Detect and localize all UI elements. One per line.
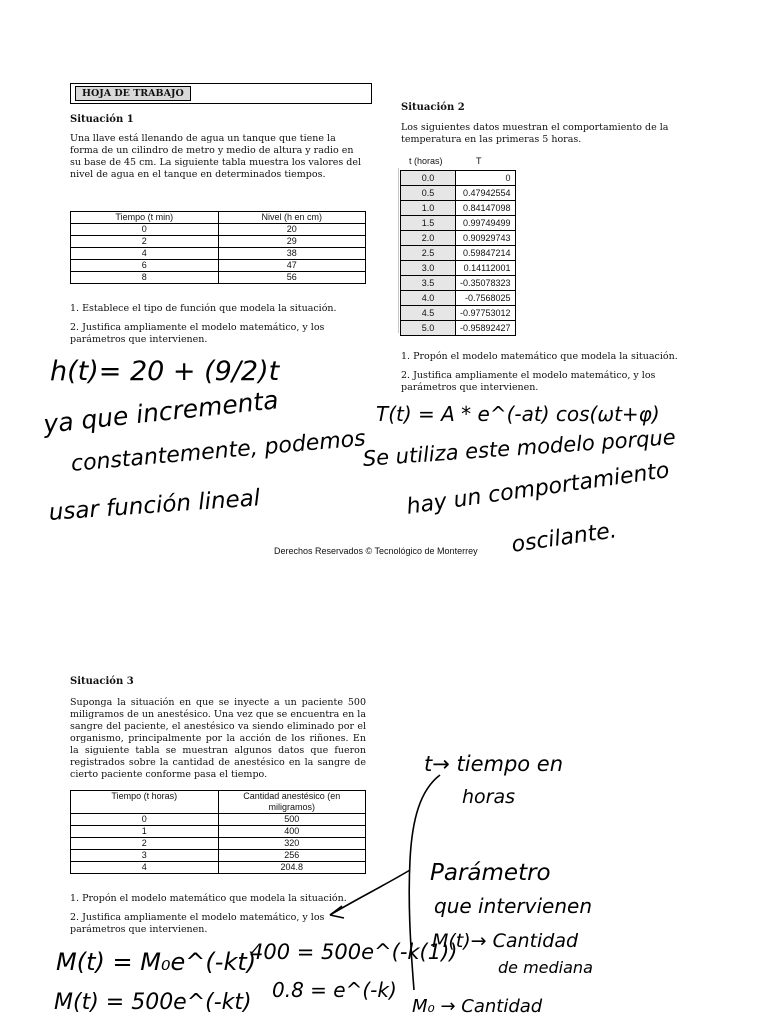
s1-handwritten-line-3: usar función lineal [48,485,261,526]
s1-handwritten-formula: h(t)= 20 + (9/2)t [50,356,280,387]
table-cell: 256 [218,850,366,862]
table-cell: 1 [71,826,219,838]
table-cell: 2.0 [401,231,456,246]
table-cell: 400 [218,826,366,838]
table-cell: 2.5 [401,246,456,261]
s1-text: Una llave está llenando de agua un tanque que tiene la forma de un cilindro de metro y medio de altura y radio en su base de 45 cm. La siguiente tabla muestra los valores del nivel de agua en el tanque en determinados tiempos. [70,133,362,180]
s3-title: Situación 3 [70,676,134,687]
table-cell: 6 [71,260,219,272]
table-cell: 3.5 [401,276,456,291]
table-cell: 0 [71,224,219,236]
worksheet-title: HOJA DE TRABAJO [75,86,191,101]
table-cell: 2 [71,236,219,248]
copyright-footer: Derechos Reservados © Tecnológico de Monterrey [274,546,478,556]
table-cell: 8 [71,272,219,284]
table-cell: 4.0 [401,291,456,306]
s2-text: Los siguientes datos muestran el comportamiento de la temperatura en las primeras 5 horas. [401,122,669,145]
table-cell: 500 [218,814,366,826]
s2-handwritten-line-1: Se utiliza este modelo porque [362,425,677,471]
table-cell: 4 [71,862,219,874]
s3-note-4: M₀ → Cantidad [412,996,543,1017]
s2-question-2: 2. Justifica ampliamente el modelo matemático, y los parámetros que intervienen. [401,370,656,393]
s3-note-3b: de mediana [498,958,593,977]
s1-question-2: 2. Justifica ampliamente el modelo matemático, y los parámetros que intervienen. [70,322,325,345]
s3-note-1b: horas [462,786,516,808]
table-cell: 204.8 [218,862,366,874]
s3-note-3a: M(t)→ Cantidad [432,930,579,952]
s2-handwritten-formula: T(t) = A * e^(-at) cos(ωt+φ) [376,402,660,426]
s1-handwritten-line-2: constantemente, podemos [70,426,367,477]
s2-title: Situación 2 [401,102,465,113]
table-cell: 20 [218,224,366,236]
s1-handwritten-line-1: ya que incrementa [42,385,280,439]
s3-handwritten-eq-4: 0.8 = e^(-k) [272,978,397,1002]
s3-handwritten-eq-2: M(t) = 500e^(-kt) [54,990,252,1015]
s3-note-2a: Parámetro [430,860,551,886]
s1-title: Situación 1 [70,114,134,125]
s3-question-1: 1. Propón el modelo matemático que modela la situación. [70,893,347,904]
table-cell: 0.59847214 [456,246,516,261]
table-cell: 0 [71,814,219,826]
table-header-cell: Tiempo (t horas) [71,791,219,814]
table-cell: 0.0 [401,171,456,186]
table-cell: 47 [218,260,366,272]
s3-note-1a: t→ tiempo en [424,752,564,776]
s3-handwritten-eq-3: 400 = 500e^(-k(1)) [250,940,458,964]
s3-text: Suponga la situación en que se inyecte a un paciente 500 miligramos de un anestésico. Una vez que se encuentra en la sangre del paciente, el anestésico va siendo eliminado por el organismo, principalmente por la acción de los riñones. En la siguiente tabla se muestran algunos datos que fueron registrados sobre la cantidad de anestésico en la sangre de cierto paciente conforme pasa el tiempo. [70,697,366,780]
table-cell: 0.84147098 [456,201,516,216]
table-cell: 1.0 [401,201,456,216]
table-cell: 0.47942554 [456,186,516,201]
table-cell: 0.14112001 [456,261,516,276]
table-cell: 5.0 [401,321,456,336]
table-cell: 0.5 [401,186,456,201]
s2-col-header-t: t (horas) [409,156,443,166]
table-header-cell: Nivel (h en cm) [218,212,366,224]
table-cell: -0.7568025 [456,291,516,306]
table-header-cell: Tiempo (t min) [71,212,219,224]
table-cell: 4 [71,248,219,260]
table-cell: -0.35078323 [456,276,516,291]
table-cell: -0.95892427 [456,321,516,336]
table-header-cell: Cantidad anestésico (en miligramos) [218,791,366,814]
table-cell: 4.5 [401,306,456,321]
table-cell: 320 [218,838,366,850]
s2-handwritten-line-3: oscilante. [510,518,619,558]
table-cell: 1.5 [401,216,456,231]
table-cell: 2 [71,838,219,850]
table-cell: -0.97753012 [456,306,516,321]
table-cell: 3.0 [401,261,456,276]
s2-handwritten-line-2: hay un comportamiento [405,458,671,520]
table-cell: 29 [218,236,366,248]
s1-question-1: 1. Establece el tipo de función que modela la situación. [70,303,337,314]
table-cell: 0 [456,171,516,186]
s2-col-header-T: T [476,156,482,166]
table-cell: 0.99749499 [456,216,516,231]
s2-question-1: 1. Propón el modelo matemático que modela la situación. [401,351,678,362]
table-cell: 38 [218,248,366,260]
table-cell: 56 [218,272,366,284]
s3-question-2: 2. Justifica ampliamente el modelo matemático, y los parámetros que intervienen. [70,912,325,935]
table-cell: 3 [71,850,219,862]
table-cell: 0.90929743 [456,231,516,246]
s3-handwritten-eq-1: M(t) = M₀e^(-kt) [56,948,257,976]
s3-note-2b: que intervienen [434,894,592,918]
